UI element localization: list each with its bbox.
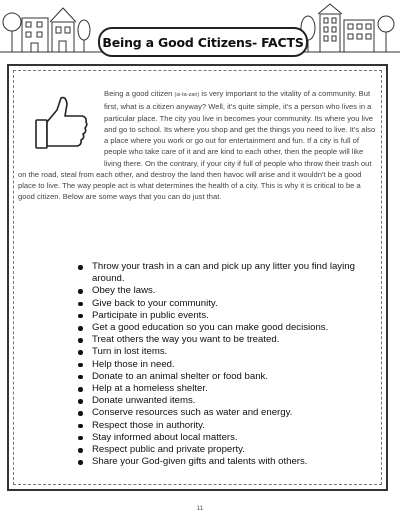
list-item: Donate unwanted items. [78,395,358,407]
icon-space [18,88,104,160]
facts-list [78,261,358,468]
intro-paragraph [18,88,376,203]
list-item: Share your God-given gifts and talents with others. [78,456,358,468]
page-number: 11 [196,505,204,512]
list-item: Conserve resources such as water and energy. [78,407,358,419]
list-item: Help those in need. [78,359,358,371]
list-item: Participate in public events. [78,310,358,322]
list-item: Turn in lost items. [78,346,358,358]
pronunciation: (si-ta-zan) [174,92,200,98]
list-item: Donate to an animal shelter or food bank. [78,371,358,383]
list-item: Help at a homeless shelter. [78,383,358,395]
intro-text-start: Being a good citizen [104,89,175,98]
list-item: Respect public and private property. [78,444,358,456]
list-item: Treat others the way you want to be treated. [78,334,358,346]
list-item: Respect those in authority. [78,420,358,432]
list-item: Give back to your community. [78,298,358,310]
list-item: Stay informed about local matters. [78,432,358,444]
list-item: Get a good education so you can make good decisions. [78,322,358,334]
intro-text-body: is very important to the vitality of a community. But first, what is a citizen anyway? Well, it's quite simple, it's a person who lives in a particular place. The city you live in becomes your community. Its where you live and go to school. Its where you shop and get the things you need to live. It's also a place where you work or go out for entertainment and fun. If a city is full of people who take care of it and are kind to each other, then the people will like living there. On the contrary, if your city if full of people who throw their trash out on the road, steal from each other, and destroy the land then havoc will arise and it wouldn't be a good place to live. The way people act is what determines the health of a city. This is why it is critical to be a good citizen. Below are some ways that you can do just that. [18,89,376,202]
page-title: Being a Good Citizens- FACTS [98,27,308,57]
list-item: Throw your trash in a can and pick up any litter you find laying around. [78,261,358,285]
list-item: Obey the laws. [78,285,358,297]
